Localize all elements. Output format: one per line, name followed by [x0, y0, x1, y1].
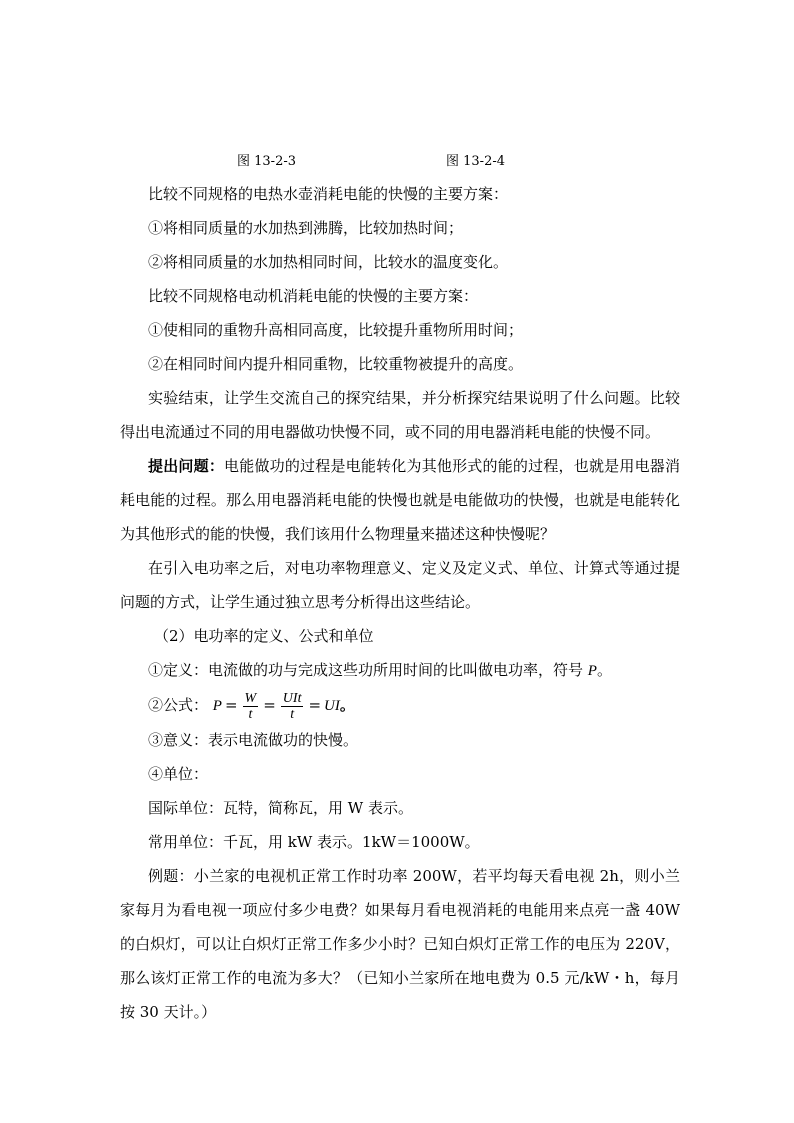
formula-t-2: t [290, 706, 295, 722]
formula-uit: UIt [282, 690, 302, 706]
formula-p: P [212, 698, 222, 714]
figure-caption-1: 图 13-2-3 [237, 154, 297, 169]
document-body [120, 177, 680, 1029]
formula-label: ②公式： [148, 696, 209, 714]
power-intro-paragraph: 在引入电功率之后，对电功率物理意义、定义及定义式、单位、计算式等通过提问题的方式，让学生通过独立思考分析得出这些结论。 [120, 559, 680, 611]
kettle-plan-heading: 比较不同规格的电热水壶消耗电能的快慢的主要方案： [148, 185, 509, 203]
experiment-conclusion: 实验结束，让学生交流自己的探究结果，并分析探究结果说明了什么问题。比较得出电流通过不同的用电器做功快慢不同，或不同的用电器消耗电能的快慢不同。 [120, 389, 680, 441]
formula-eq-3: = [308, 696, 322, 714]
formula-w: W [244, 690, 257, 706]
si-unit-line: 国际单位：瓦特，简称瓦，用 W 表示。 [148, 799, 413, 817]
unit-heading: ④单位： [148, 765, 209, 783]
motor-plan-1: ①使相同的重物升高相同高度，比较提升重物所用时间； [148, 321, 524, 339]
formula-t-1: t [248, 706, 253, 722]
definition-text: ①定义：电流做的功与完成这些功所用时间的比叫做电功率，符号 [148, 661, 584, 679]
example-problem: 例题：小兰家的电视机正常工作时功率 200W，若平均每天看电视 2h，则小兰家每月为看电视一项应付多少电费？如果每月看电视消耗的电能用来点亮一盏 40W 的白炽灯，可以让白炽灯正常工作多少小时？已知白炽灯正常工作的电压为 220V，那么该灯正常工作的电流为多大？（已知小兰家所在地电费为 0.5 元/kW・h，每月按 30 天计。） [120, 867, 680, 1021]
motor-plan-2: ②在相同时间内提升相同重物，比较重物被提升的高度。 [148, 355, 524, 373]
formula-fraction-w-t [243, 691, 259, 722]
formula-ui: UI [324, 698, 340, 714]
formula-fraction-uit-t [281, 691, 304, 722]
question-text: 电能做功的过程是电能转化为其他形式的能的过程，也就是用电器消耗电能的过程。那么用电器消耗电能的快慢也就是电能做功的快慢，也就是电能转化为其他形式的能的快慢，我们该用什么物理量来描述这种快慢呢？ [120, 457, 680, 543]
figure-caption-2: 图 13-2-4 [446, 154, 506, 169]
common-unit-line: 常用单位：千瓦，用 kW 表示。1kW＝1000W。 [148, 833, 480, 851]
question-label: 提出问题： [148, 457, 225, 475]
kettle-plan-1: ①将相同质量的水加热到沸腾，比较加热时间； [148, 219, 464, 237]
meaning-line: ③意义：表示电流做功的快慢。 [148, 731, 359, 749]
definition-line [120, 653, 680, 688]
kettle-plan-2: ②将相同质量的水加热相同时间，比较水的温度变化。 [148, 253, 509, 271]
formula-eq-1: = [224, 696, 238, 714]
formula-end: 。 [339, 696, 355, 714]
definition-end: 。 [596, 661, 612, 679]
formula-line [120, 688, 680, 723]
section-heading: （2）电功率的定义、公式和单位 [154, 627, 374, 645]
power-symbol: P [587, 663, 597, 679]
motor-plan-heading: 比较不同规格电动机消耗电能的快慢的主要方案： [148, 287, 479, 305]
formula-eq-2: = [263, 696, 276, 714]
question-paragraph [120, 449, 680, 551]
figure-captions [0, 150, 794, 170]
